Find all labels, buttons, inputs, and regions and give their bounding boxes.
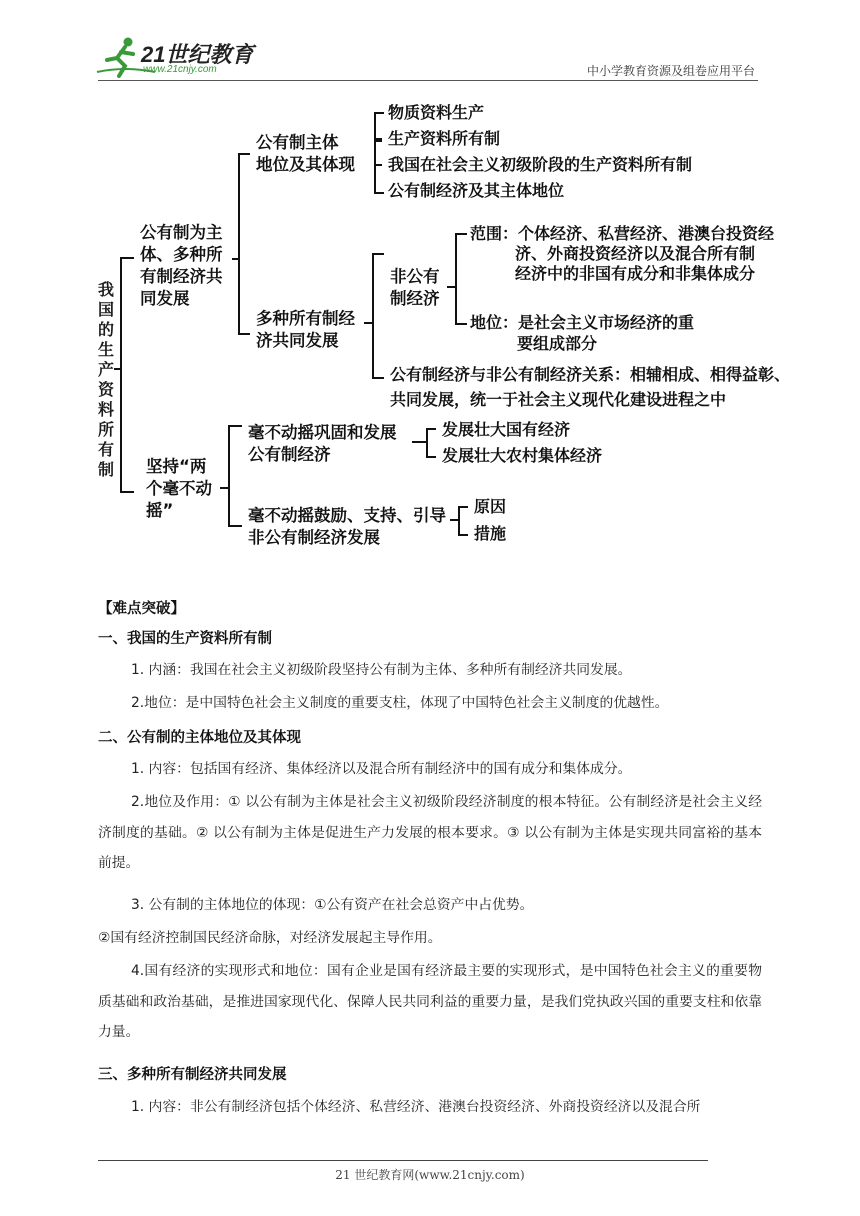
paragraph: 1. 内容：包括国有经济、集体经济以及混合所有制经济中的国有成分和集体成分。	[131, 761, 632, 777]
status-line: 要组成部分	[517, 334, 598, 353]
b1a-item: 生产资料所有制	[388, 129, 501, 148]
b2-bracket	[228, 425, 242, 527]
b1a-item: 公有制经济及其主体地位	[388, 181, 565, 200]
mindmap-root: 我国的生产资料所有制	[97, 280, 114, 479]
branch-consolidate-public: 毫不动摇巩固和发展 公有制经济	[248, 423, 397, 464]
status-block: 地位：是社会主义市场经济的重	[470, 313, 695, 332]
b2a-item: 发展壮大农村集体经济	[442, 446, 603, 465]
paragraph: 1. 内容：非公有制经济包括个体经济、私营经济、港澳台投资经济、外商投资经济以及混合所	[131, 1099, 701, 1115]
b1-connector	[232, 258, 240, 260]
b2a-item: 发展壮大国有经济	[442, 420, 571, 439]
b2b-item: 措施	[474, 524, 507, 543]
paragraph: 1. 内涵：我国在社会主义初级阶段坚持公有制为主体、多种所有制经济共同发展。	[131, 662, 632, 678]
paragraph: 2.地位及作用：① 以公有制为主体是社会主义初级阶段经济制度的根本特征。公有制经济是社会主义经济制度的基础。② 以公有制为主体是促进生产力发展的根本要求。③ 以公有制为主体是实现共同富裕的基本前提。	[98, 794, 762, 871]
relation-line: 共同发展，统一于社会主义现代化建设进程之中	[390, 390, 727, 409]
paragraph: ②国有经济控制国民经济命脉，对经济发展起主导作用。	[98, 930, 442, 946]
non-public-bracket	[455, 233, 467, 325]
paragraph: 3. 公有制的主体地位的体现：①公有资产在社会总资产中占优势。	[131, 897, 534, 913]
footer-divider	[98, 1160, 708, 1161]
footer-link[interactable]: 21 世纪教育网(www.21cnjy.com)	[335, 1168, 525, 1182]
paragraph: 2.地位：是中国特色社会主义制度的重要支柱，体现了中国特色社会主义制度的优越性。	[131, 695, 669, 711]
branch-public-main: 公有制为主 体、多种所 有制经济共 同发展	[140, 223, 223, 308]
scope-line: 济、外商投资经济以及混合所有制	[515, 244, 756, 263]
header-divider	[98, 80, 758, 81]
relation-line: 公有制经济与非公有制经济关系：相辅相成、相得益彰、	[390, 365, 791, 384]
site-logo[interactable]	[95, 36, 265, 80]
section-2-title: 二、公有制的主体地位及其体现	[98, 730, 301, 746]
difficulty-title: 【难点突破】	[98, 601, 185, 617]
branch-non-public: 非公有 制经济	[390, 267, 440, 308]
root-connector	[114, 368, 122, 370]
paragraph: 4.国有经济的实现形式和地位：国有企业是国有经济最主要的实现形式，是中国特色社会主义的重要物质基础和政治基础，是推进国家现代化、保障人民共同利益的重要力量，是我们党执政兴国的重要支柱和依靠力量。	[98, 963, 762, 1040]
scope-block: 范围：个体经济、私营经济、港澳台投资经	[470, 224, 775, 243]
section-3-title: 三、多种所有制经济共同发展	[98, 1067, 287, 1083]
b1b-bracket	[372, 253, 384, 379]
logo-text: 21世纪教育	[141, 42, 254, 67]
b1-bracket	[238, 153, 250, 335]
section-1-title: 一、我国的生产资料所有制	[98, 631, 272, 647]
b2b-item: 原因	[474, 497, 507, 516]
b2a-bracket	[426, 428, 436, 458]
branch-public-status: 公有制主体 地位及其体现	[256, 133, 355, 174]
b2b-bracket	[458, 506, 468, 536]
branch-two-unwavering: 坚持“两 个毫不动 摇”	[146, 457, 212, 520]
scope-line: 经济中的非国有成分和非集体成分	[515, 264, 756, 283]
b1a-item: 物质资料生产	[388, 103, 485, 122]
logo-url: www.21cnjy.com	[143, 64, 217, 75]
mind-map	[0, 90, 860, 560]
branch-multi-ownership: 多种所有制经 济共同发展	[256, 309, 355, 350]
root-bracket	[120, 257, 134, 493]
header-platform-text: 中小学教育资源及组卷应用平台	[586, 64, 755, 78]
branch-encourage-nonpublic: 毫不动摇鼓励、支持、引导 非公有制经济发展	[248, 506, 446, 547]
b1a-item: 我国在社会主义初级阶段的生产资料所有制	[388, 155, 693, 174]
